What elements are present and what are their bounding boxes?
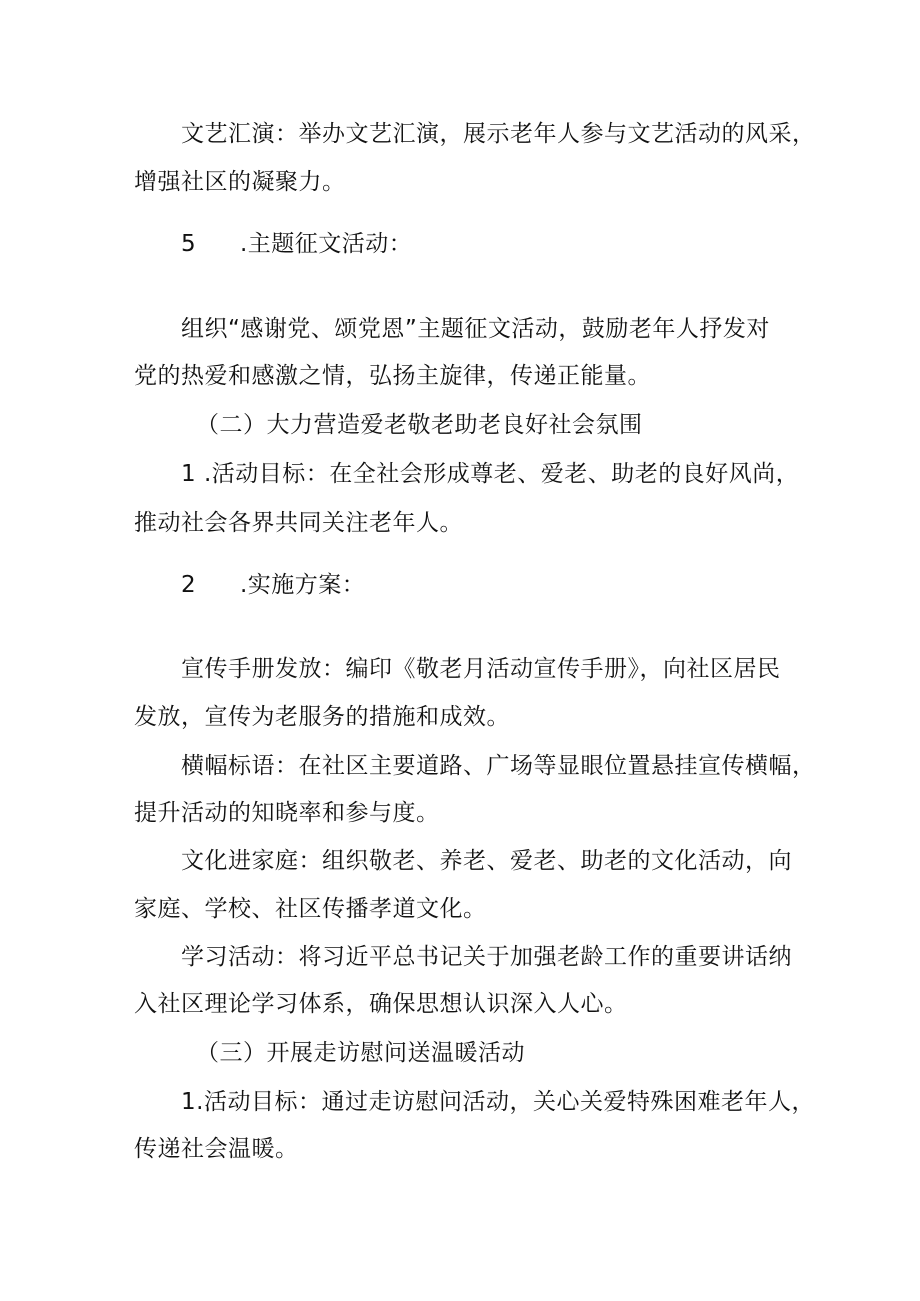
- paragraph-line: 提升活动的知晓率和参与度。: [134, 800, 440, 826]
- paragraph-line: 推动社会各界共同关注老年人。: [134, 510, 463, 536]
- paragraph-line: 1.活动目标：通过走访慰问活动，关心关爱特殊困难老年人，: [181, 1089, 815, 1115]
- paragraph-line: 入社区理论学习体系，确保思想认识深入人心。: [134, 991, 628, 1017]
- paragraph-line: 增强社区的凝聚力。: [134, 169, 346, 195]
- paragraph-line: 党的热爱和感激之情，弘扬主旋律，传递正能量。: [134, 363, 651, 389]
- paragraph-line: 学习活动：将习近平总书记关于加强老龄工作的重要讲话纳: [181, 944, 792, 970]
- paragraph-line: 横幅标语：在社区主要道路、广场等显眼位置悬挂宣传横幅，: [181, 753, 816, 779]
- paragraph-line: 发放，宣传为老服务的措施和成效。: [134, 704, 510, 730]
- paragraph-line: 文艺汇演：举办文艺汇演，展示老年人参与文艺活动的风采，: [181, 121, 816, 147]
- paragraph-line: 1 .活动目标：在全社会形成尊老、爱老、助老的良好风尚，: [181, 461, 800, 487]
- section-heading: （三）开展走访慰问送温暖活动: [196, 1040, 525, 1066]
- list-number: 2: [181, 572, 196, 598]
- paragraph-line: 家庭、学校、社区传播孝道文化。: [134, 896, 487, 922]
- section-heading: （二）大力营造爱老敬老助老良好社会氛围: [196, 412, 643, 438]
- paragraph-line: 文化进家庭：组织敬老、养老、爱老、助老的文化活动，向: [181, 848, 792, 874]
- list-heading: .实施方案：: [240, 572, 366, 598]
- list-heading: .主题征文活动：: [240, 231, 413, 257]
- paragraph-line: 组织“感谢党、颂党恩”主题征文活动，鼓励老年人抒发对: [181, 316, 770, 342]
- paragraph-line: 宣传手册发放：编印《敬老月活动宣传手册》，向社区居民: [181, 656, 781, 682]
- paragraph-line: 传递社会温暖。: [134, 1136, 299, 1162]
- list-number: 5: [181, 231, 196, 257]
